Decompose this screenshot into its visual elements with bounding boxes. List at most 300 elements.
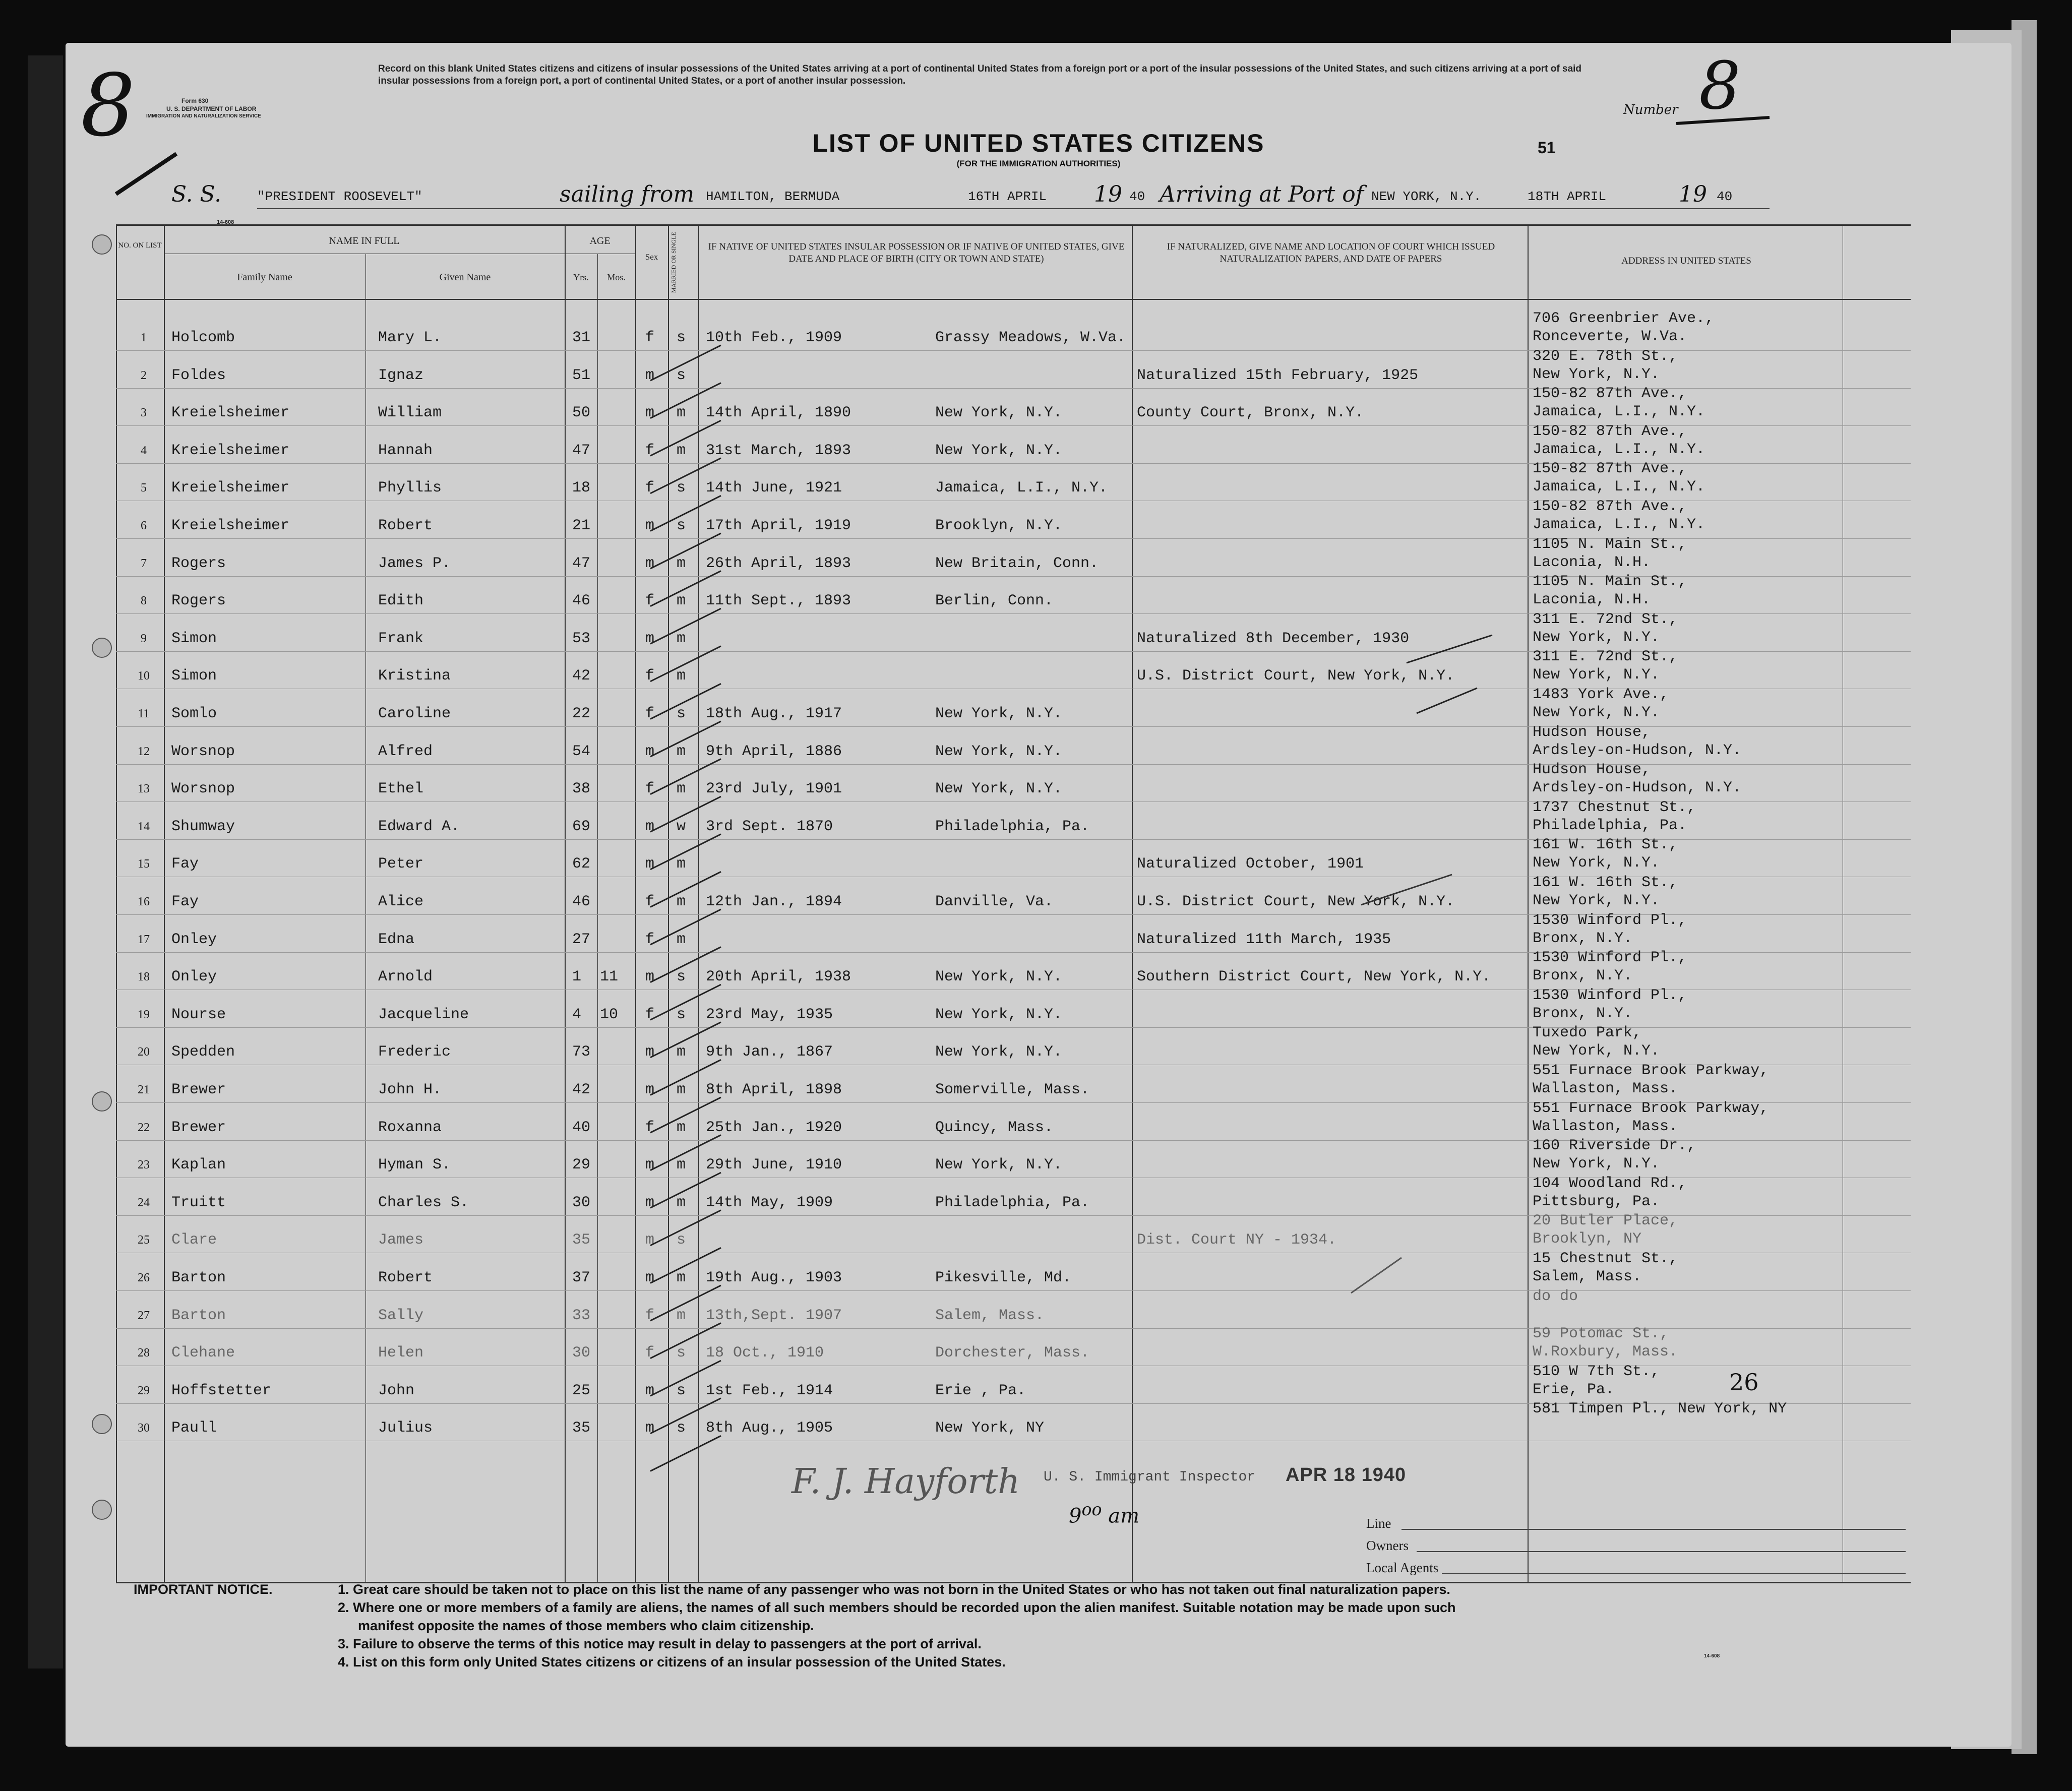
- address-line-2: Salem, Mass.: [1533, 1268, 1642, 1285]
- row-number: 12: [138, 745, 150, 758]
- sex: m: [645, 1419, 655, 1437]
- row-number: 25: [138, 1233, 150, 1247]
- birth-place: Berlin, Conn.: [935, 592, 1054, 610]
- age-years: 69: [572, 818, 591, 835]
- birth-place: New York, N.Y.: [935, 1043, 1063, 1061]
- marital-status: m: [677, 442, 686, 459]
- family-name: Holcomb: [171, 329, 235, 346]
- given-name: Frederic: [378, 1043, 451, 1061]
- punch-hole: [92, 1091, 112, 1111]
- row-number: 28: [138, 1346, 150, 1360]
- birth-date: 17th April, 1919: [706, 517, 851, 534]
- footer-print-code: 14-608: [1704, 1653, 1720, 1659]
- address-line-1: 150-82 87th Ave.,: [1533, 498, 1687, 515]
- sex: m: [645, 630, 655, 647]
- verification-tick: [1346, 1253, 1407, 1298]
- sex: f: [645, 780, 655, 798]
- birth-place: New York, N.Y.: [935, 743, 1063, 760]
- sex: m: [645, 1156, 655, 1174]
- address-line-1: 706 Greenbrier Ave.,: [1533, 310, 1715, 327]
- row-number: 13: [138, 782, 150, 796]
- address-line-2: Laconia, N.H.: [1533, 591, 1651, 609]
- row-number: 11: [138, 707, 150, 720]
- arriving-label: Arriving at Port of: [1160, 181, 1364, 207]
- address-line-2: New York, N.Y.: [1533, 1155, 1660, 1173]
- birth-date: 14th May, 1909: [706, 1194, 833, 1211]
- age-years: 42: [572, 1081, 591, 1098]
- header-name-in-full: NAME IN FULL: [329, 235, 400, 246]
- departure-port: HAMILTON, BERMUDA: [706, 189, 840, 204]
- row-number: 19: [138, 1008, 150, 1021]
- marital-status: m: [677, 893, 686, 910]
- row-number: 22: [138, 1121, 150, 1134]
- given-name: Ignaz: [378, 366, 424, 384]
- age-years: 27: [572, 931, 591, 948]
- birth-place: Danville, Va.: [935, 893, 1054, 910]
- birth-place: Grassy Meadows, W.Va.: [935, 329, 1126, 346]
- sex: m: [645, 404, 655, 422]
- birth-date: 12th Jan., 1894: [706, 893, 842, 910]
- voyage-underline: [257, 208, 1770, 209]
- form-title: LIST OF UNITED STATES CITIZENS: [812, 129, 1265, 157]
- marital-status: m: [677, 1119, 686, 1136]
- sex: m: [645, 517, 655, 534]
- owners-field: [1417, 1551, 1906, 1552]
- address-line-2: Jamaica, L.I., N.Y.: [1533, 478, 1705, 496]
- marital-status: s: [677, 1382, 686, 1399]
- age-years: 40: [572, 1119, 591, 1136]
- given-name: Arnold: [378, 968, 433, 986]
- notice-item-2-cont: manifest opposite the names of those members who claim citizenship.: [358, 1618, 814, 1633]
- given-name: John H.: [378, 1081, 442, 1098]
- marital-status: s: [677, 1006, 686, 1023]
- address-line-2: Bronx, N.Y.: [1533, 967, 1633, 985]
- given-name: Robert: [378, 517, 433, 534]
- inspector-signature: F. J. Hayforth: [791, 1462, 1020, 1502]
- sex: f: [645, 479, 655, 497]
- given-name: Alice: [378, 893, 424, 910]
- address-line-1: 161 W. 16th St.,: [1533, 874, 1678, 891]
- given-name: Hyman S.: [378, 1156, 451, 1174]
- address-line-2: Ardsley-on-Hudson, N.Y.: [1533, 742, 1742, 759]
- margin-note: 26: [1729, 1369, 1759, 1396]
- family-name: Kreielsheimer: [171, 404, 290, 422]
- address-line-1: 551 Furnace Brook Parkway,: [1533, 1099, 1769, 1117]
- birth-date: 11th Sept., 1893: [706, 592, 851, 610]
- form-service: IMMIGRATION AND NATURALIZATION SERVICE: [146, 113, 261, 119]
- address-line-2: Jamaica, L.I., N.Y.: [1533, 516, 1705, 533]
- address-line-2: Bronx, N.Y.: [1533, 930, 1633, 947]
- row-number: 29: [138, 1384, 150, 1397]
- sex: f: [645, 329, 655, 346]
- naturalization: Southern District Court, New York, N.Y.: [1137, 968, 1491, 986]
- birth-date: 14th June, 1921: [706, 479, 842, 497]
- family-name: Fay: [171, 893, 199, 910]
- address-line-2: W.Roxbury, Mass.: [1533, 1343, 1678, 1361]
- arrival-date: 18TH APRIL: [1528, 189, 1607, 204]
- row-number: 24: [138, 1196, 150, 1209]
- naturalization: Naturalized 15th February, 1925: [1137, 366, 1419, 384]
- marital-status: m: [677, 1043, 686, 1061]
- given-name: Robert: [378, 1269, 433, 1286]
- birth-date: 19th Aug., 1903: [706, 1269, 842, 1286]
- ss-label: S. S.: [171, 181, 222, 207]
- form-number: Form 630: [181, 97, 209, 104]
- row-rule: [116, 1290, 1911, 1291]
- line-field: [1401, 1529, 1906, 1530]
- age-months: 10: [600, 1006, 619, 1023]
- given-name: Edith: [378, 592, 424, 610]
- birth-place: New York, N.Y.: [935, 1156, 1063, 1174]
- sex: m: [645, 1382, 655, 1399]
- verification-ticks: [1401, 633, 1502, 744]
- marital-status: s: [677, 479, 686, 497]
- birth-place: New Britain, Conn.: [935, 554, 1099, 572]
- sex: f: [645, 667, 655, 685]
- age-years: 62: [572, 855, 591, 873]
- arrival-stamp-date: APR 18 1940: [1286, 1464, 1407, 1486]
- family-name: Simon: [171, 630, 217, 647]
- punch-hole: [92, 638, 112, 658]
- family-name: Foldes: [171, 366, 226, 384]
- family-name: Simon: [171, 667, 217, 685]
- address-line-1: 1105 N. Main St.,: [1533, 535, 1687, 553]
- sex: f: [645, 1006, 655, 1023]
- marital-status: m: [677, 1156, 686, 1174]
- given-name: Mary L.: [378, 329, 442, 346]
- birth-place: New York, N.Y.: [935, 780, 1063, 798]
- birth-date: 13th,Sept. 1907: [706, 1307, 842, 1324]
- given-name: James P.: [378, 554, 451, 572]
- birth-place: Brooklyn, N.Y.: [935, 517, 1063, 534]
- address-line-1: 320 E. 78th St.,: [1533, 347, 1678, 365]
- address-line-2: Jamaica, L.I., N.Y.: [1533, 403, 1705, 421]
- address-line-1: 551 Furnace Brook Parkway,: [1533, 1062, 1769, 1079]
- form-subtitle: (FOR THE IMMIGRATION AUTHORITIES): [956, 159, 1121, 168]
- birth-date: 26th April, 1893: [706, 554, 851, 572]
- line-label: Line: [1366, 1516, 1391, 1531]
- birth-date: 10th Feb., 1909: [706, 329, 842, 346]
- marital-status: s: [677, 366, 686, 384]
- marital-status: s: [677, 1231, 686, 1249]
- marital-status: s: [677, 705, 686, 722]
- address-line-1: 20 Butler Place,: [1533, 1212, 1678, 1230]
- address-line-1: 15 Chestnut St.,: [1533, 1250, 1678, 1267]
- age-months: 11: [600, 968, 619, 986]
- age-years: 35: [572, 1231, 591, 1249]
- row-number: 16: [138, 895, 150, 908]
- marital-status: m: [677, 404, 686, 422]
- arrival-year-prefix: 19: [1679, 181, 1707, 207]
- birth-place: Jamaica, L.I., N.Y.: [935, 479, 1108, 497]
- row-number: 15: [138, 857, 150, 871]
- row-number: 21: [138, 1083, 150, 1096]
- address-line-2: Wallaston, Mass.: [1533, 1118, 1678, 1135]
- sailing-date: 16TH APRIL: [968, 189, 1047, 204]
- address-line-1: Hudson House,: [1533, 761, 1651, 779]
- naturalization: U.S. District Court, New York, N.Y.: [1137, 893, 1455, 910]
- family-name: Barton: [171, 1307, 226, 1324]
- row-number: 6: [141, 519, 147, 532]
- address-line-2: New York, N.Y.: [1533, 704, 1660, 721]
- given-name: Edward A.: [378, 818, 460, 835]
- sex: f: [645, 1119, 655, 1136]
- sailing-year: 40: [1129, 189, 1145, 204]
- sex: m: [645, 968, 655, 986]
- age-years: 47: [572, 442, 591, 459]
- family-name: Kreielsheimer: [171, 442, 290, 459]
- naturalization: U.S. District Court, New York, N.Y.: [1137, 667, 1455, 685]
- header-married-single: MARRIED OR SINGLE: [670, 232, 677, 293]
- passenger-table: [116, 224, 1911, 1583]
- birth-date: 23rd July, 1901: [706, 780, 842, 798]
- header-mos: Mos.: [607, 272, 626, 282]
- marital-status: m: [677, 931, 686, 948]
- manifest-page: [66, 43, 2012, 1747]
- birth-place: Philadelphia, Pa.: [935, 818, 1090, 835]
- agents-field: [1442, 1573, 1906, 1574]
- marital-status: m: [677, 1307, 686, 1324]
- age-years: 30: [572, 1194, 591, 1211]
- address-line-2: New York, N.Y.: [1533, 365, 1660, 383]
- birth-place: New York, N.Y.: [935, 968, 1063, 986]
- row-number: 14: [138, 820, 150, 833]
- family-name: Paull: [171, 1419, 217, 1437]
- arrival-port: NEW YORK, N.Y.: [1371, 189, 1482, 204]
- address-line-1: 510 W 7th St.,: [1533, 1363, 1660, 1380]
- family-name: Clare: [171, 1231, 217, 1249]
- given-name: Phyllis: [378, 479, 442, 497]
- row-number: 3: [141, 406, 147, 420]
- age-years: 4: [572, 1006, 582, 1023]
- row-number: 1: [141, 331, 147, 344]
- address-line-1: Tuxedo Park,: [1533, 1024, 1642, 1042]
- address-line-1: 104 Woodland Rd.,: [1533, 1175, 1687, 1192]
- birth-date: 18th Aug., 1917: [706, 705, 842, 722]
- underline-stroke: [1674, 113, 1775, 129]
- sex: m: [645, 1081, 655, 1098]
- address-line-2: New York, N.Y.: [1533, 629, 1660, 646]
- age-years: 73: [572, 1043, 591, 1061]
- birth-date: 3rd Sept. 1870: [706, 818, 833, 835]
- print-code: 14-608: [217, 219, 234, 225]
- birth-place: Pikesville, Md.: [935, 1269, 1072, 1286]
- address-line-1: 59 Potomac St.,: [1533, 1325, 1669, 1343]
- marital-status: m: [677, 592, 686, 610]
- given-name: Hannah: [378, 442, 433, 459]
- birth-date: 9th April, 1886: [706, 743, 842, 760]
- row-number: 27: [138, 1309, 150, 1322]
- birth-place: New York, N.Y.: [935, 705, 1063, 722]
- family-name: Barton: [171, 1269, 226, 1286]
- address-line-1: do do: [1533, 1287, 1578, 1305]
- owners-label: Owners: [1366, 1538, 1409, 1553]
- family-name: Kreielsheimer: [171, 517, 290, 534]
- notice-title: IMPORTANT NOTICE.: [134, 1582, 273, 1597]
- marital-status: m: [677, 554, 686, 572]
- address-line-1: 160 Riverside Dr.,: [1533, 1137, 1696, 1155]
- age-years: 31: [572, 329, 591, 346]
- family-name: Worsnop: [171, 780, 235, 798]
- given-name: John: [378, 1382, 415, 1399]
- sex: m: [645, 366, 655, 384]
- birth-date: 1st Feb., 1914: [706, 1382, 833, 1399]
- address-line-1: Hudson House,: [1533, 723, 1651, 741]
- address-line-1: 1105 N. Main St.,: [1533, 573, 1687, 591]
- age-years: 42: [572, 667, 591, 685]
- header-given-name: Given Name: [439, 272, 491, 283]
- address-line-2: New York, N.Y.: [1533, 892, 1660, 909]
- given-name: Alfred: [378, 743, 433, 760]
- given-name: Kristina: [378, 667, 451, 685]
- header-address: ADDRESS IN UNITED STATES: [1621, 256, 1751, 266]
- naturalization: Naturalized October, 1901: [1137, 855, 1364, 873]
- address-line-2: New York, N.Y.: [1533, 666, 1660, 684]
- age-years: 38: [572, 780, 591, 798]
- age-years: 18: [572, 479, 591, 497]
- given-name: Julius: [378, 1419, 433, 1437]
- birth-date: 31st March, 1893: [706, 442, 851, 459]
- address-line-1: 1737 Chestnut St.,: [1533, 798, 1696, 816]
- row-number: 9: [141, 632, 147, 645]
- sex: m: [645, 1231, 655, 1249]
- birth-date: 9th Jan., 1867: [706, 1043, 833, 1061]
- address-line-1: 311 E. 72nd St.,: [1533, 610, 1678, 628]
- given-name: Sally: [378, 1307, 424, 1324]
- age-years: 29: [572, 1156, 591, 1174]
- number-label: Number: [1623, 102, 1678, 117]
- binding-edge: [28, 55, 63, 1669]
- sailing-from-label: sailing from: [560, 181, 695, 207]
- handwritten-list-number: 8: [1699, 47, 1741, 124]
- family-name: Hoffstetter: [171, 1382, 272, 1399]
- address-line-1: 1530 Winford Pl.,: [1533, 986, 1687, 1004]
- header-birth: IF NATIVE OF UNITED STATES INSULAR POSSESSION OR IF NATIVE OF UNITED STATES, GIVE DATE AND PLACE OF BIRTH (CITY OR TOWN AND STATE): [708, 241, 1125, 264]
- notice-item-1: 1. Great care should be taken not to place on this list the name of any passenger who was not born in the United States or who has not taken out final naturalization papers.: [338, 1582, 1450, 1597]
- family-name: Spedden: [171, 1043, 235, 1061]
- marital-status: s: [677, 517, 686, 534]
- age-years: 53: [572, 630, 591, 647]
- marital-status: m: [677, 743, 686, 760]
- age-years: 46: [572, 592, 591, 610]
- address-line-2: Erie, Pa.: [1533, 1381, 1615, 1398]
- notice-item-2: 2. Where one or more members of a family are aliens, the names of all such members should be recorded upon the alien manifest. Suitable notation may be made upon such: [338, 1600, 1456, 1615]
- notice-item-3: 3. Failure to observe the terms of this notice may result in delay to passengers at the port of arrival.: [338, 1636, 982, 1651]
- sex: f: [645, 1344, 655, 1362]
- family-name: Brewer: [171, 1119, 226, 1136]
- family-name: Rogers: [171, 592, 226, 610]
- row-number: 10: [138, 669, 150, 683]
- family-name: Kaplan: [171, 1156, 226, 1174]
- row-number: 2: [141, 368, 147, 382]
- birth-place: Erie , Pa.: [935, 1382, 1026, 1399]
- address-line-1: 581 Timpen Pl., New York, NY: [1533, 1400, 1787, 1418]
- address-line-2: Pittsburg, Pa.: [1533, 1193, 1660, 1210]
- agents-label: Local Agents: [1366, 1560, 1439, 1575]
- sex: m: [645, 743, 655, 760]
- given-name: Frank: [378, 630, 424, 647]
- marital-status: m: [677, 1194, 686, 1211]
- verification-tick: [1356, 870, 1457, 915]
- family-name: Rogers: [171, 554, 226, 572]
- sex: f: [645, 931, 655, 948]
- naturalization: County Court, Bronx, N.Y.: [1137, 404, 1364, 422]
- ship-name: "PRESIDENT ROOSEVELT": [257, 189, 422, 204]
- family-name: Worsnop: [171, 743, 235, 760]
- birth-place: Salem, Mass.: [935, 1307, 1045, 1324]
- marital-status: s: [677, 968, 686, 986]
- inspector-title: U. S. Immigrant Inspector: [1044, 1469, 1256, 1485]
- tally-strokes: [640, 340, 741, 1520]
- naturalization: Naturalized 11th March, 1935: [1137, 931, 1391, 948]
- sex: f: [645, 1307, 655, 1324]
- header-yrs: Yrs.: [573, 272, 589, 282]
- sex: m: [645, 1269, 655, 1286]
- row-number: 7: [141, 557, 147, 570]
- address-line-1: 1530 Winford Pl.,: [1533, 949, 1687, 967]
- birth-date: 23rd May, 1935: [706, 1006, 833, 1023]
- sex: m: [645, 855, 655, 873]
- age-years: 50: [572, 404, 591, 422]
- birth-date: 18 Oct., 1910: [706, 1344, 824, 1362]
- family-name: Fay: [171, 855, 199, 873]
- age-years: 30: [572, 1344, 591, 1362]
- family-name: Somlo: [171, 705, 217, 722]
- sex: m: [645, 554, 655, 572]
- address-line-1: 150-82 87th Ave.,: [1533, 460, 1687, 478]
- form-department: U. S. DEPARTMENT OF LABOR: [166, 105, 257, 112]
- family-name: Nourse: [171, 1006, 226, 1023]
- birth-date: 25th Jan., 1920: [706, 1119, 842, 1136]
- handwritten-corner-number: 8: [81, 56, 136, 156]
- row-number: 5: [141, 481, 147, 495]
- birth-place: Quincy, Mass.: [935, 1119, 1054, 1136]
- address-line-2: Brooklyn, NY: [1533, 1230, 1642, 1248]
- address-line-2: New York, N.Y.: [1533, 1042, 1660, 1060]
- punch-hole: [92, 1500, 112, 1520]
- address-line-2: Laconia, N.H.: [1533, 553, 1651, 571]
- sex: f: [645, 705, 655, 722]
- address-line-2: Philadelphia, Pa.: [1533, 817, 1687, 834]
- marital-status: w: [677, 818, 686, 835]
- age-years: 37: [572, 1269, 591, 1286]
- family-name: Brewer: [171, 1081, 226, 1098]
- row-number: 4: [141, 444, 147, 457]
- arrival-year: 40: [1717, 189, 1733, 204]
- address-line-2: Jamaica, L.I., N.Y.: [1533, 441, 1705, 458]
- marital-status: m: [677, 855, 686, 873]
- address-line-1: 150-82 87th Ave.,: [1533, 385, 1687, 403]
- address-line-1: 150-82 87th Ave.,: [1533, 422, 1687, 440]
- sex: f: [645, 893, 655, 910]
- birth-date: 8th April, 1898: [706, 1081, 842, 1098]
- sex: m: [645, 818, 655, 835]
- birth-date: 29th June, 1910: [706, 1156, 842, 1174]
- birth-place: Philadelphia, Pa.: [935, 1194, 1090, 1211]
- given-name: Edna: [378, 931, 415, 948]
- family-name: Clehane: [171, 1344, 235, 1362]
- address-line-1: 161 W. 16th St.,: [1533, 836, 1678, 854]
- stamped-page-mark: 51: [1538, 139, 1556, 157]
- form-instruction: Record on this blank United States citizens and citizens of insular possessions of the United States arriving at a port of continental United States from a foreign port or a port of the insular possessions of the United States, and such citizens arriving at a port of said insular possessions from a foreign port, a port of continental United States, or a port of another insular possession.: [378, 64, 1582, 86]
- notice-item-4: 4. List on this form only United States citizens or citizens of an insular possession of the United States.: [338, 1654, 1006, 1670]
- family-name: Truitt: [171, 1194, 226, 1211]
- family-name: Onley: [171, 931, 217, 948]
- given-name: Ethel: [378, 780, 424, 798]
- birth-date: 20th April, 1938: [706, 968, 851, 986]
- address-line-2: Ronceverte, W.Va.: [1533, 328, 1687, 345]
- birth-date: 8th Aug., 1905: [706, 1419, 833, 1437]
